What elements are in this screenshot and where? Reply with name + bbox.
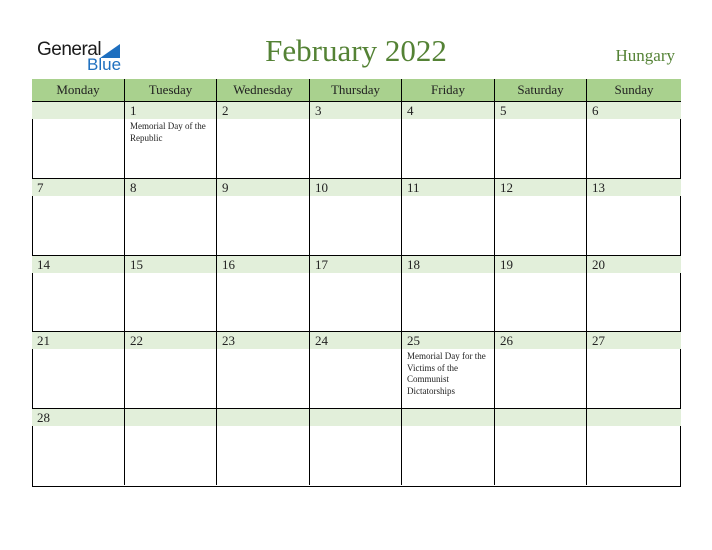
day-cell bbox=[32, 102, 125, 178]
day-cell bbox=[495, 102, 587, 178]
day-number: 13 bbox=[592, 180, 605, 195]
day-number: 23 bbox=[222, 333, 235, 348]
day-number-band bbox=[587, 409, 681, 426]
logo-text-blue: Blue bbox=[87, 55, 122, 74]
day-number: 1 bbox=[130, 103, 137, 118]
weekday-header-monday: Monday bbox=[32, 79, 125, 101]
week-row bbox=[32, 409, 681, 486]
weekday-header-wednesday: Wednesday bbox=[217, 79, 310, 101]
weekday-header-tuesday: Tuesday bbox=[125, 79, 217, 101]
day-cell bbox=[32, 179, 125, 255]
page-title: February 2022 bbox=[265, 33, 447, 68]
day-number: 7 bbox=[37, 180, 44, 195]
day-cell bbox=[495, 332, 587, 408]
day-cell bbox=[402, 256, 495, 331]
day-number: 17 bbox=[315, 257, 328, 272]
day-number: 2 bbox=[222, 103, 229, 118]
weekday-header-thursday: Thursday bbox=[310, 79, 402, 101]
day-cell bbox=[495, 179, 587, 255]
day-number: 24 bbox=[315, 333, 328, 348]
day-cell bbox=[587, 409, 681, 485]
day-number-band bbox=[402, 102, 494, 119]
day-number: 26 bbox=[500, 333, 513, 348]
day-cell bbox=[310, 256, 402, 331]
day-cell bbox=[125, 102, 217, 178]
logo-text-general: General bbox=[37, 39, 102, 60]
day-cell bbox=[402, 102, 495, 178]
day-number: 6 bbox=[592, 103, 599, 118]
day-cell bbox=[32, 332, 125, 408]
day-number-band bbox=[125, 179, 216, 196]
day-cell bbox=[125, 332, 217, 408]
day-number: 22 bbox=[130, 333, 143, 348]
day-number: 15 bbox=[130, 257, 143, 272]
day-cell bbox=[217, 332, 310, 408]
day-number-band bbox=[217, 409, 309, 426]
day-number-band bbox=[587, 102, 681, 119]
week-row bbox=[32, 332, 681, 409]
day-cell bbox=[310, 332, 402, 408]
day-number: 27 bbox=[592, 333, 605, 348]
day-number: 8 bbox=[130, 180, 137, 195]
day-number: 12 bbox=[500, 180, 513, 195]
day-number-band bbox=[402, 409, 494, 426]
day-number-band bbox=[217, 102, 309, 119]
day-number-band bbox=[310, 409, 401, 426]
country-label: Hungary bbox=[615, 46, 675, 65]
day-number: 5 bbox=[500, 103, 507, 118]
weekday-header-saturday: Saturday bbox=[495, 79, 587, 101]
day-number-band bbox=[310, 102, 401, 119]
day-number: 28 bbox=[37, 410, 50, 425]
day-cell bbox=[217, 409, 310, 485]
day-number: 16 bbox=[222, 257, 235, 272]
day-cell bbox=[495, 409, 587, 485]
weekday-header-friday: Friday bbox=[402, 79, 495, 101]
day-number: 20 bbox=[592, 257, 605, 272]
day-number: 25 bbox=[407, 333, 420, 348]
calendar-grid bbox=[32, 79, 681, 486]
holiday-label: Memorial Day for the Victims of the Communist Dictatorships bbox=[407, 351, 486, 396]
day-cell bbox=[310, 102, 402, 178]
day-cell bbox=[125, 256, 217, 331]
day-number: 3 bbox=[315, 103, 322, 118]
day-number: 19 bbox=[500, 257, 513, 272]
day-number-band bbox=[495, 102, 586, 119]
day-number-band bbox=[217, 179, 309, 196]
day-cell bbox=[587, 179, 681, 255]
day-number: 18 bbox=[407, 257, 420, 272]
day-cell bbox=[217, 102, 310, 178]
day-number: 21 bbox=[37, 333, 50, 348]
day-cell bbox=[32, 256, 125, 331]
day-cell bbox=[402, 409, 495, 485]
day-cell bbox=[402, 179, 495, 255]
day-number: 11 bbox=[407, 180, 420, 195]
day-cell bbox=[587, 256, 681, 331]
weekday-header-row bbox=[32, 79, 681, 102]
day-cell bbox=[587, 102, 681, 178]
day-cell bbox=[125, 409, 217, 485]
day-cell bbox=[217, 256, 310, 331]
week-row bbox=[32, 102, 681, 179]
day-cell bbox=[495, 256, 587, 331]
weekday-header-sunday: Sunday bbox=[614, 82, 654, 97]
day-cell bbox=[587, 332, 681, 408]
day-number-band bbox=[125, 102, 216, 119]
day-number-band bbox=[125, 409, 216, 426]
day-number-band bbox=[495, 409, 586, 426]
day-number-band bbox=[32, 179, 124, 196]
day-cell bbox=[217, 179, 310, 255]
day-cell bbox=[310, 409, 402, 485]
day-number: 4 bbox=[407, 103, 414, 118]
day-cell bbox=[402, 332, 495, 408]
week-row bbox=[32, 256, 681, 332]
day-cell bbox=[32, 409, 125, 485]
holiday-label: Memorial Day of the Republic bbox=[130, 121, 206, 143]
day-cell bbox=[125, 179, 217, 255]
day-number-band bbox=[32, 102, 124, 119]
week-row bbox=[32, 179, 681, 256]
day-number: 10 bbox=[315, 180, 328, 195]
day-number: 14 bbox=[37, 257, 50, 272]
day-cell bbox=[310, 179, 402, 255]
day-number: 9 bbox=[222, 180, 229, 195]
